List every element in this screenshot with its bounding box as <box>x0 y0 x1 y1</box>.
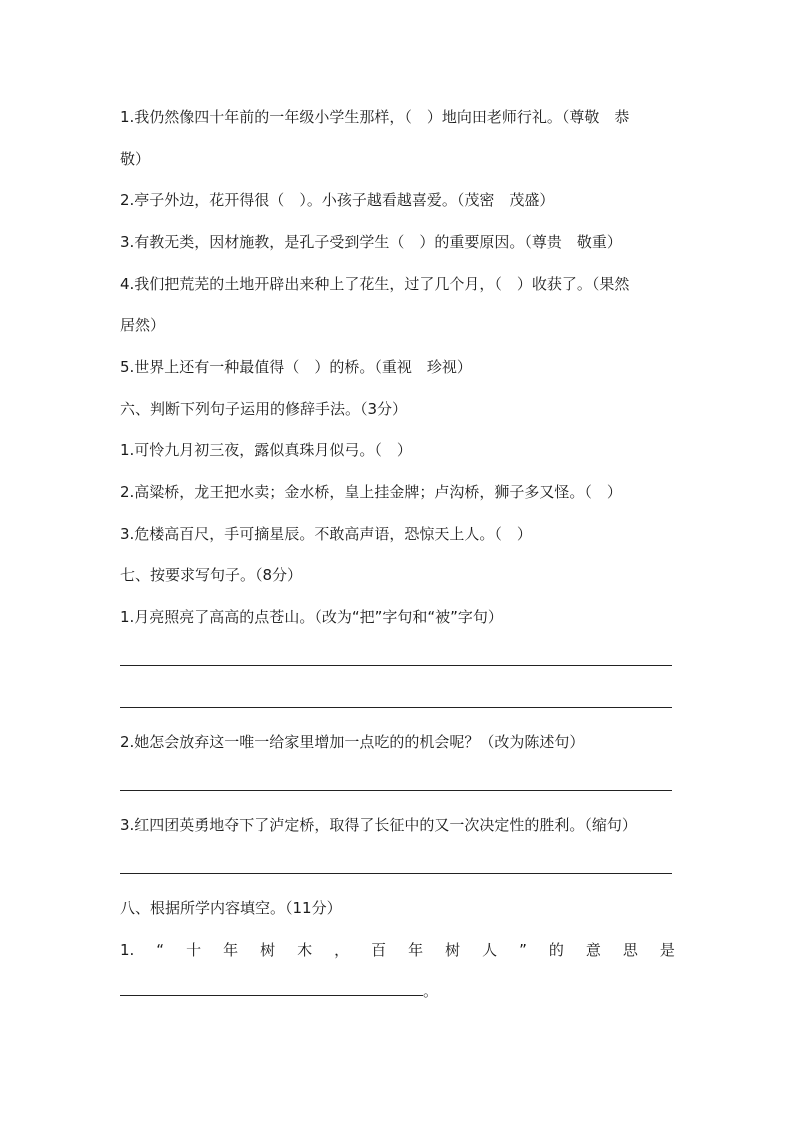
s8-heading: 八、根据所学内容填空。（11分） <box>120 899 342 917</box>
s6-q3: 3.危楼高百尺，手可摘星辰。不敢高声语，恐惊天上人。（ ） <box>120 525 532 543</box>
s6-q1: 1.可怜九月初三夜，露似真珠月似弓。（ ） <box>120 441 412 459</box>
s7-q3: 3.红四团英勇地夺下了泸定桥，取得了长征中的又一次决定性的胜利。（缩句） <box>120 816 637 834</box>
s8-q1-char: 树 <box>260 941 276 959</box>
s8-q1-char: ， <box>334 941 350 959</box>
s8-q1-spread-line <box>120 939 675 961</box>
answer-line-q1-b[interactable] <box>120 707 672 708</box>
s6-q2: 2.高粱桥，龙王把水卖；金水桥，皇上挂金牌；卢沟桥，狮子多又怪。（ ） <box>120 483 622 501</box>
s8-q1-char: 年 <box>408 941 424 959</box>
s5-q1-line1: 1.我仍然像四十年前的一年级小学生那样，（ ）地向田老师行礼。（尊敬 恭 <box>120 108 630 126</box>
s8-q1-char: 人 <box>482 941 498 959</box>
s8-q1-char: 木 <box>297 941 313 959</box>
s6-heading: 六、判断下列句子运用的修辞手法。（3分） <box>120 400 408 418</box>
s8-q1-char: ” <box>519 941 527 959</box>
s5-q4-line2: 居然） <box>120 316 166 334</box>
s5-q2: 2.亭子外边，花开得很（ ）。小孩子越看越喜爱。（茂密 茂盛） <box>120 191 555 209</box>
s5-q3: 3.有教无类，因材施教，是孔子受到学生（ ）的重要原因。（尊贵 敬重） <box>120 233 622 251</box>
s8-q1-char: 的 <box>548 941 564 959</box>
s5-q4-line1: 4.我们把荒芜的土地开辟出来种上了花生，过了几个月，（ ）收获了。（果然 <box>120 275 630 293</box>
s7-q2: 2.她怎会放弃这一唯一给家里增加一点吃的的机会呢？（改为陈述句） <box>120 733 585 751</box>
s5-q1-line2: 敬） <box>120 150 151 168</box>
s8-q1-char: 是 <box>659 941 675 959</box>
answer-line-q1-a[interactable] <box>120 665 672 666</box>
s8-q1-char: 意 <box>585 941 601 959</box>
s8-q1-char: 1. <box>120 941 135 959</box>
s8-q1-end: 。 <box>423 982 439 1000</box>
s7-heading: 七、按要求写句子。（8分） <box>120 566 303 584</box>
s8-q1-answer-row <box>120 980 674 1002</box>
answer-line-q3[interactable] <box>120 873 672 874</box>
s8-q1-char: 年 <box>223 941 239 959</box>
s8-q1-char: “ <box>156 941 165 959</box>
s8-q1-char: 思 <box>622 941 638 959</box>
answer-line-q2[interactable] <box>120 790 672 791</box>
s5-q5: 5.世界上还有一种最值得（ ）的桥。（重视 珍视） <box>120 358 472 376</box>
s7-q1: 1.月亮照亮了高高的点苍山。（改为“把”字句和“被”字句） <box>120 608 503 626</box>
s8-q1-char: 百 <box>371 941 387 959</box>
s8-q1-char: 树 <box>445 941 461 959</box>
s8-q1-char: 十 <box>186 941 202 959</box>
answer-blank-s8-q1[interactable] <box>120 981 423 996</box>
